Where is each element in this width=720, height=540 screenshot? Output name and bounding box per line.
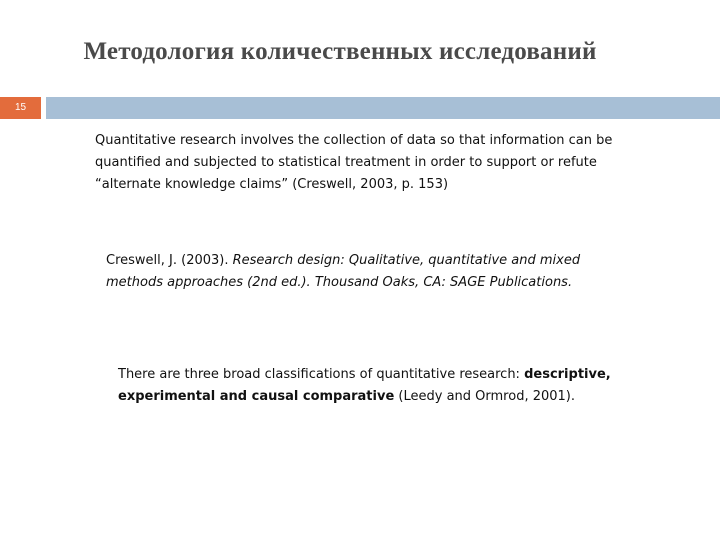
classifications-intro: There are three broad classifications of quantitative research: [118, 367, 525, 382]
classifications-source: (Leedy and Ormrod, 2001). [394, 389, 575, 404]
citation-title: Research design: Qualitative, quantitative and mixed methods approaches (2nd ed.). Thousand Oaks, CA: SAGE Publications. [106, 253, 581, 290]
classifications-list: descriptive, experimental and causal comparative [118, 367, 611, 404]
classifications-paragraph [118, 364, 638, 408]
header-bar [46, 97, 720, 119]
slide-number: 15 [0, 97, 41, 119]
slide-title: Методология количественных исследований [83, 38, 597, 65]
definition-paragraph: Quantitative research involves the collection of data so that information can be quantified and subjected to statistical treatment in order to support or refute “alternate knowledge claims” (Creswell, 2003, p. 153) [95, 133, 613, 192]
citation-author: Creswell, J. (2003). [106, 253, 233, 268]
citation-paragraph [106, 250, 636, 294]
